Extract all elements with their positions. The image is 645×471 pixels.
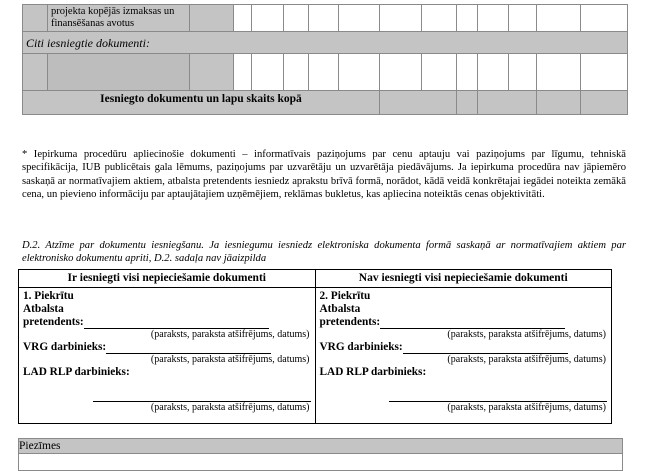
grid-cell (380, 5, 422, 32)
applicant-signature-line-left[interactable] (23, 316, 311, 329)
signature-col-right-body-cell (315, 288, 612, 424)
table-row-blank (23, 54, 628, 91)
row-label-cell (48, 54, 190, 91)
row-label-cell (48, 5, 190, 32)
lad-signature-line-right (320, 366, 608, 379)
applicant-caption-right: (paraksts, paraksta atšifrējums, datums) (447, 329, 606, 340)
row-marker-cell (23, 5, 48, 32)
grid-cell (509, 5, 537, 32)
vrg-label-left: VRG darbinieks: (23, 341, 107, 353)
notes-body-cell[interactable] (19, 454, 623, 471)
signature-col-left-header-cell (19, 270, 316, 288)
totals-cell (457, 91, 478, 115)
other-documents-label: Citi iesniegtie dokumenti: (26, 35, 150, 50)
signature-col-left-header: Ir iesniegti visi nepieciešamie dokumenti (67, 272, 266, 284)
grid-cell (339, 54, 380, 91)
applicant-label-left-line1: Atbalsta (23, 303, 64, 315)
lad-rule-right[interactable] (389, 390, 607, 402)
applicant-signature-line-right[interactable] (320, 316, 608, 329)
grid-cell (339, 5, 380, 32)
applicant-label-left-line2: pretendents: (23, 316, 84, 328)
grid-cell (309, 54, 339, 91)
grid-cell (478, 5, 509, 32)
grid-cell (581, 5, 628, 32)
signature-block-right (316, 288, 612, 423)
totals-cell (478, 91, 537, 115)
vrg-rule-left[interactable] (106, 342, 271, 354)
grid-cell (457, 5, 478, 32)
lad-label-left: LAD RLP darbinieks: (23, 366, 130, 378)
lad-caption-left: (paraksts, paraksta atšifrējums, datums) (150, 402, 310, 413)
grid-cell (380, 54, 422, 91)
procurement-footnote: * Iepirkuma procedūru apliecinošie dokumenti – informatīvais paziņojums par cenu aptauju vai paziņojums par līgumu, tehniskā specifikācija, IUB publicētais gala lēmums, paziņojums par uzvarētāju un uzvarētāja piedāvājums. Ja iepirkuma procedūra nav jāpiemēro saskaņā ar normatīvajiem aktiem, atbalsta pretendents iesniedz aprakstu brīvā formā, norādot, kādā veidā konkrētajai iegādei noteikta zemākā cena, un pievieno informāciju par aptaujātajiem uzņēmējiem, reklāmas bukletus, kas apliecina noteiktās cenas objektivitāti. (22, 149, 626, 201)
applicant-rule-left[interactable] (84, 317, 269, 329)
lad-rule-row-left[interactable] (23, 389, 311, 402)
vrg-caption-right: (paraksts, paraksta atšifrējums, datums) (447, 354, 606, 365)
agree-label-right: 2. Piekrītu (319, 290, 371, 302)
grid-cell (537, 54, 581, 91)
totals-cell (537, 91, 581, 115)
totals-label-cell (23, 91, 380, 115)
table-row (23, 5, 628, 32)
vrg-signature-line-right[interactable] (320, 341, 608, 354)
vrg-rule-right[interactable] (403, 342, 568, 354)
totals-row (23, 91, 628, 115)
submitted-documents-table (22, 4, 628, 115)
applicant-rule-right[interactable] (380, 317, 565, 329)
other-documents-cell (23, 32, 628, 54)
grid-cell (252, 54, 284, 91)
lad-label-right: LAD RLP darbinieks: (319, 366, 427, 378)
signature-table-body-row (19, 288, 612, 424)
grid-cell (457, 54, 478, 91)
row-value-cell (190, 54, 234, 91)
signature-col-right-header: Nav iesniegti visi nepieciešamie dokumenti (358, 272, 568, 284)
grid-cell (509, 54, 537, 91)
signature-block-left (19, 288, 315, 423)
grid-cell (537, 5, 581, 32)
lad-rule-row-right[interactable] (320, 389, 608, 402)
grid-cell (234, 5, 252, 32)
row-label-text: projekta kopējās izmaksas un finansēšanas avotus (51, 6, 175, 29)
notes-table (18, 438, 623, 471)
notes-header-row (19, 439, 623, 454)
notes-header-cell (19, 439, 623, 454)
totals-label: Iesniegto dokumentu un lapu skaits kopā (100, 93, 302, 105)
grid-cell (422, 54, 457, 91)
lad-caption-right: (paraksts, paraksta atšifrējums, datums) (447, 402, 606, 413)
signature-col-right-header-cell (315, 270, 612, 288)
agree-label-left: 1. Piekrītu (23, 290, 74, 302)
lad-rule-left[interactable] (93, 390, 311, 402)
vrg-signature-line-left[interactable] (23, 341, 311, 354)
row-value-cell (190, 5, 234, 32)
grid-cell (581, 54, 628, 91)
vrg-label-right: VRG darbinieks: (319, 341, 403, 353)
signature-col-left-body-cell (19, 288, 316, 424)
spacer (23, 379, 311, 389)
grid-cell (422, 5, 457, 32)
applicant-label-right-line1: Atbalsta (319, 303, 361, 315)
grid-cell (234, 54, 252, 91)
section-d2-signature-table (18, 269, 612, 424)
vrg-caption-left: (paraksts, paraksta atšifrējums, datums) (150, 354, 310, 365)
totals-cell (581, 91, 628, 115)
signature-table-header-row (19, 270, 612, 288)
lad-signature-line-left (23, 366, 311, 379)
applicant-caption-left: (paraksts, paraksta atšifrējums, datums) (150, 329, 310, 340)
spacer (320, 379, 608, 389)
grid-cell (309, 5, 339, 32)
section-d2-intro: D.2. Atzīme par dokumentu iesniegšanu. Ja iesniegumu iesniedz elektroniska dokumenta formā saskaņā ar normatīvajiem aktiem par elektronisko dokumentu apriti, D.2. sadaļa nav jāaizpilda (22, 240, 626, 265)
applicant-label-right-line2: pretendents: (319, 316, 381, 328)
grid-cell (284, 54, 309, 91)
notes-body-row (19, 454, 623, 471)
row-marker-cell (23, 54, 48, 91)
totals-cell (380, 91, 457, 115)
grid-cell (284, 5, 309, 32)
grid-cell (252, 5, 284, 32)
notes-header-label: Piezīmes (19, 440, 61, 452)
other-documents-row (23, 32, 628, 54)
grid-cell (478, 54, 509, 91)
